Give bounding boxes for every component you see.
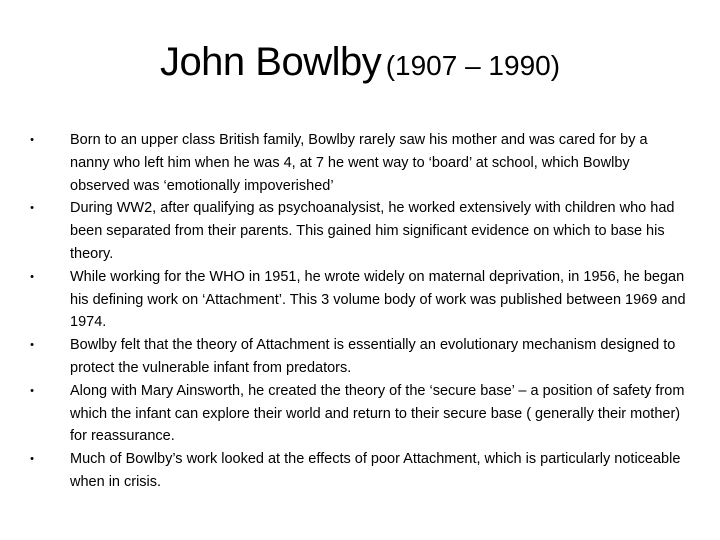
title-name: John Bowlby xyxy=(159,40,382,84)
bullet-item-6 xyxy=(26,448,686,494)
bullet-item-5 xyxy=(26,380,686,448)
bullet-dot-icon: • xyxy=(30,384,34,397)
bullet-text-6: Much of Bowlby’s work looked at the effects of poor Attachment, which is particularly noticeable when in crisis. xyxy=(70,451,681,490)
bullet-item-2 xyxy=(26,197,686,265)
bullet-text-2: During WW2, after qualifying as psychoanalysist, he worked extensively with children who had been separated from their parents. This gained him significant evidence on which to base his theory. xyxy=(70,200,675,262)
bullet-dot-icon: • xyxy=(30,339,34,352)
bullet-text-1: Born to an upper class British family, Bowlby rarely saw his mother and was cared for by a nanny who left him when he was 4, at 7 he went way to ‘board’ at school, which Bowlby observed was ‘emotionally impoverished’ xyxy=(70,132,648,194)
bullet-text-4: Bowlby felt that the theory of Attachment is essentially an evolutionary mechanism designed to protect the vulnerable infant from predators. xyxy=(70,337,676,376)
title-years: (1907 – 1990) xyxy=(385,50,561,81)
bullet-text-3: While working for the WHO in 1951, he wrote widely on maternal deprivation, in 1956, he began his defining work on ‘Attachment’. This 3 volume body of work was published between 1969 and 1974. xyxy=(70,268,686,331)
slide-title xyxy=(0,40,720,85)
bullet-dot-icon: • xyxy=(30,202,34,215)
bullet-item-4 xyxy=(26,334,686,380)
bullet-dot-icon: • xyxy=(30,453,34,466)
bullet-dot-icon: • xyxy=(30,134,34,146)
bullet-text-5: Along with Mary Ainsworth, he created the theory of the ‘secure base’ – a position of safety from which the infant can explore their world and return to their secure base ( generally their mother) for reassurance. xyxy=(70,382,685,445)
bullet-item-1 xyxy=(26,129,686,197)
bullet-item-3 xyxy=(26,266,686,334)
bullet-dot-icon: • xyxy=(30,270,34,283)
bullet-list xyxy=(26,129,686,494)
